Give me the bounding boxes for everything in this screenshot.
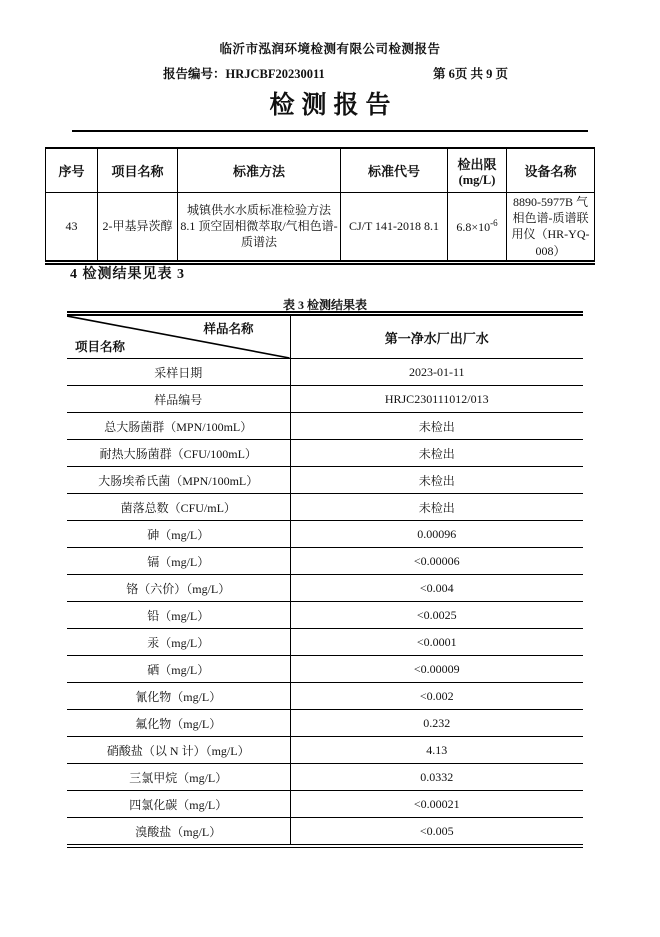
header-detection-limit <box>448 148 507 193</box>
table3-caption: 表 3 检测结果表 <box>282 298 367 312</box>
value-cell: <0.0025 <box>290 602 583 629</box>
device-name-cell: 8890-5977B 气相色谱-质谱联用仪（HR-YQ-008） <box>507 193 595 263</box>
item-cell: 菌落总数（CFU/mL） <box>67 494 290 521</box>
seq-cell: 43 <box>46 193 98 263</box>
value-cell: <0.004 <box>290 575 583 602</box>
value-cell: <0.00006 <box>290 548 583 575</box>
table-row <box>67 521 583 548</box>
table-row <box>67 710 583 737</box>
corner-item-label: 项目名称 <box>75 340 126 354</box>
item-cell: 硝酸盐（以 N 计）（mg/L） <box>67 737 290 764</box>
header-standard-method: 标准方法 <box>178 148 341 193</box>
table-row <box>67 656 583 683</box>
item-cell: 硒（mg/L） <box>67 656 290 683</box>
report-header-company: 临沂市泓润环境检测有限公司检测报告 <box>219 42 441 56</box>
page-indicator: 第 6页 共 9 页 <box>433 67 509 81</box>
header-device-name: 设备名称 <box>507 148 595 193</box>
sample-name-header: 第一净水厂出厂水 <box>290 314 583 359</box>
standard-code-cell: CJ/T 141-2018 8.1 <box>341 193 448 263</box>
item-cell: 氰化物（mg/L） <box>67 683 290 710</box>
results-header-row <box>67 314 583 359</box>
table-row <box>67 440 583 467</box>
header-seq: 序号 <box>46 148 98 193</box>
table-row <box>67 629 583 656</box>
standard-method-cell: 城镇供水水质标准检验方法 8.1 顶空固相微萃取/气相色谱-质谱法 <box>178 193 341 263</box>
value-cell: <0.005 <box>290 818 583 847</box>
item-cell: 总大肠菌群（MPN/100mL） <box>67 413 290 440</box>
diagonal-header-cell <box>67 314 290 359</box>
value-cell: <0.0001 <box>290 629 583 656</box>
item-cell: 铅（mg/L） <box>67 602 290 629</box>
item-cell: 铬（六价）（mg/L） <box>67 575 290 602</box>
value-cell: 未检出 <box>290 467 583 494</box>
table-row <box>67 467 583 494</box>
results-table <box>67 311 583 848</box>
header-standard-code: 标准代号 <box>341 148 448 193</box>
value-cell: <0.00009 <box>290 656 583 683</box>
table-row <box>67 359 583 386</box>
value-cell: <0.002 <box>290 683 583 710</box>
item-cell: 砷（mg/L） <box>67 521 290 548</box>
detection-limit-cell <box>448 193 507 263</box>
report-number: 报告编号：HRJCBF20230011 <box>163 67 325 81</box>
value-cell: 2023-01-11 <box>290 359 583 386</box>
table-row <box>67 413 583 440</box>
item-name-cell: 2-甲基异茨醇 <box>98 193 178 263</box>
table-row <box>67 791 583 818</box>
item-cell: 大肠埃希氏菌（MPN/100mL） <box>67 467 290 494</box>
item-cell: 三氯甲烷（mg/L） <box>67 764 290 791</box>
table-row <box>67 764 583 791</box>
value-cell: 未检出 <box>290 440 583 467</box>
table-row <box>67 494 583 521</box>
table-row <box>67 386 583 413</box>
value-cell: 0.232 <box>290 710 583 737</box>
item-cell: 氟化物（mg/L） <box>67 710 290 737</box>
table-row <box>67 602 583 629</box>
item-cell: 汞（mg/L） <box>67 629 290 656</box>
item-cell: 采样日期 <box>67 359 290 386</box>
value-cell: 0.0332 <box>290 764 583 791</box>
item-cell: 溴酸盐（mg/L） <box>67 818 290 847</box>
detection-limit-exponent: -6 <box>490 218 498 229</box>
value-cell: 未检出 <box>290 494 583 521</box>
item-cell: 四氯化碳（mg/L） <box>67 791 290 818</box>
header-item-name: 项目名称 <box>98 148 178 193</box>
corner-sample-label: 样品名称 <box>203 322 254 336</box>
section-heading: 4 检测结果见表 3 <box>70 267 185 282</box>
value-cell: 0.00096 <box>290 521 583 548</box>
item-cell: 镉（mg/L） <box>67 548 290 575</box>
detection-limit-unit: (mg/L) <box>458 172 496 187</box>
table-row <box>67 548 583 575</box>
table-row <box>67 737 583 764</box>
title-divider <box>72 130 588 132</box>
detection-limit-base: 6.8×10 <box>456 220 491 235</box>
table-row <box>67 683 583 710</box>
table-row <box>67 818 583 847</box>
value-cell: 未检出 <box>290 413 583 440</box>
value-cell: HRJC230111012/013 <box>290 386 583 413</box>
table-row <box>67 575 583 602</box>
value-cell: 4.13 <box>290 737 583 764</box>
method-table-row <box>46 193 595 263</box>
item-cell: 样品编号 <box>67 386 290 413</box>
method-table <box>45 147 595 265</box>
method-table-header-row <box>46 148 595 193</box>
report-title: 检测报告 <box>269 92 398 119</box>
value-cell: <0.00021 <box>290 791 583 818</box>
detection-limit-label: 检出限 <box>457 156 497 172</box>
item-cell: 耐热大肠菌群（CFU/100mL） <box>67 440 290 467</box>
